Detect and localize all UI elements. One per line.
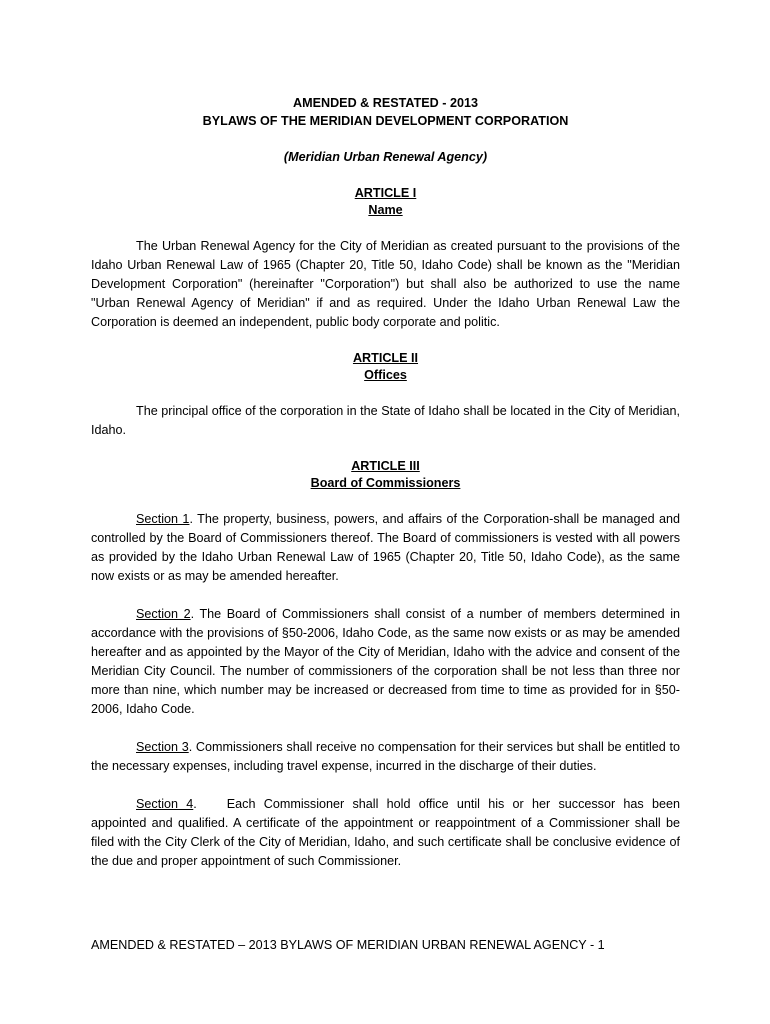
section-4-label: Section 4 <box>136 797 194 811</box>
article-2-heading: Offices <box>364 368 407 382</box>
section-4-paragraph: Section 4. Each Commissioner shall hold office until his or her successor has been appointed and qualified. A certificate of the appointment or reappointment of a Commissioner shall be filed with the City Clerk of the City of Meridian, Idaho, and such certificate shall be conclusive evidence of the due and proper appointment of such Commissioner. <box>91 797 680 868</box>
article-3-label: ARTICLE III <box>351 459 420 473</box>
document-title-line-2: BYLAWS OF THE MERIDIAN DEVELOPMENT CORPORATION <box>202 114 569 128</box>
section-3-label: Section 3 <box>136 740 189 754</box>
article-2-header <box>91 350 680 384</box>
document-subtitle: (Meridian Urban Renewal Agency) <box>283 150 488 164</box>
section-3-text: . Commissioners shall receive no compensation for their services but shall be entitled to the necessary expenses, including travel expense, incurred in the discharge of their duties. <box>91 740 680 773</box>
article-1-paragraph: The Urban Renewal Agency for the City of Meridian as created pursuant to the provisions of the Idaho Urban Renewal Law of 1965 (Chapter 20, Title 50, Idaho Code) shall be known as the "Meridian Development Corporation" (hereinafter "Corporation") but shall also be authorized to use the name "Urban Renewal Agency of Meridian" if and as required. Under the Idaho Urban Renewal Law the Corporation is deemed an independent, public body corporate and politic. <box>91 239 680 329</box>
section-2-text: . The Board of Commissioners shall consist of a number of members determined in accordance with the provisions of §50-2006, Idaho Code, as the same now exists or as may be amended hereafter and as appointed by the Mayor of the City of Meridian, Idaho with the advice and consent of the Meridian City Council. The number of commissioners of the corporation shall be not less than three nor more than nine, which number may be increased or decreased from time to time as provided for in §50-2006, Idaho Code. <box>91 607 680 716</box>
article-3-heading: Board of Commissioners <box>310 476 461 490</box>
section-4-text: Each Commissioner shall hold office until his or her successor has been appointed and qualified. A certificate of the appointment or reappointment of a Commissioner shall be filed with the City Clerk of the City of Meridian, Idaho, and such certificate shall be conclusive evidence of the due and proper appointment of such Commissioner. <box>91 797 680 868</box>
section-1-text: . The property, business, powers, and affairs of the Corporation-shall be managed and controlled by the Board of Commissioners thereof. The Board of commissioners is vested with all powers as provided by the Idaho Urban Renewal Law of 1965 (Chapter 20, Title 50, Idaho Code), as the same now exists or as may be amended hereafter. <box>91 512 681 583</box>
article-2-label: ARTICLE II <box>352 351 419 365</box>
article-1-label: ARTICLE I <box>354 186 417 200</box>
section-1-label: Section 1 <box>136 512 190 526</box>
document-page <box>91 94 680 871</box>
article-1-heading: Name <box>368 203 403 217</box>
section-2-label: Section 2 <box>136 607 191 621</box>
section-3-paragraph <box>91 738 680 776</box>
article-1-header <box>91 185 680 219</box>
document-title-line-1: AMENDED & RESTATED - 2013 <box>293 96 478 110</box>
article-2-paragraph: The principal office of the corporation in the State of Idaho shall be located in the City of Meridian, Idaho. <box>91 404 680 437</box>
section-2-paragraph <box>91 605 680 719</box>
section-1-paragraph <box>91 510 680 586</box>
page-footer: AMENDED & RESTATED – 2013 BYLAWS OF MERIDIAN URBAN RENEWAL AGENCY - 1 <box>91 938 605 952</box>
article-3-header <box>91 458 680 492</box>
